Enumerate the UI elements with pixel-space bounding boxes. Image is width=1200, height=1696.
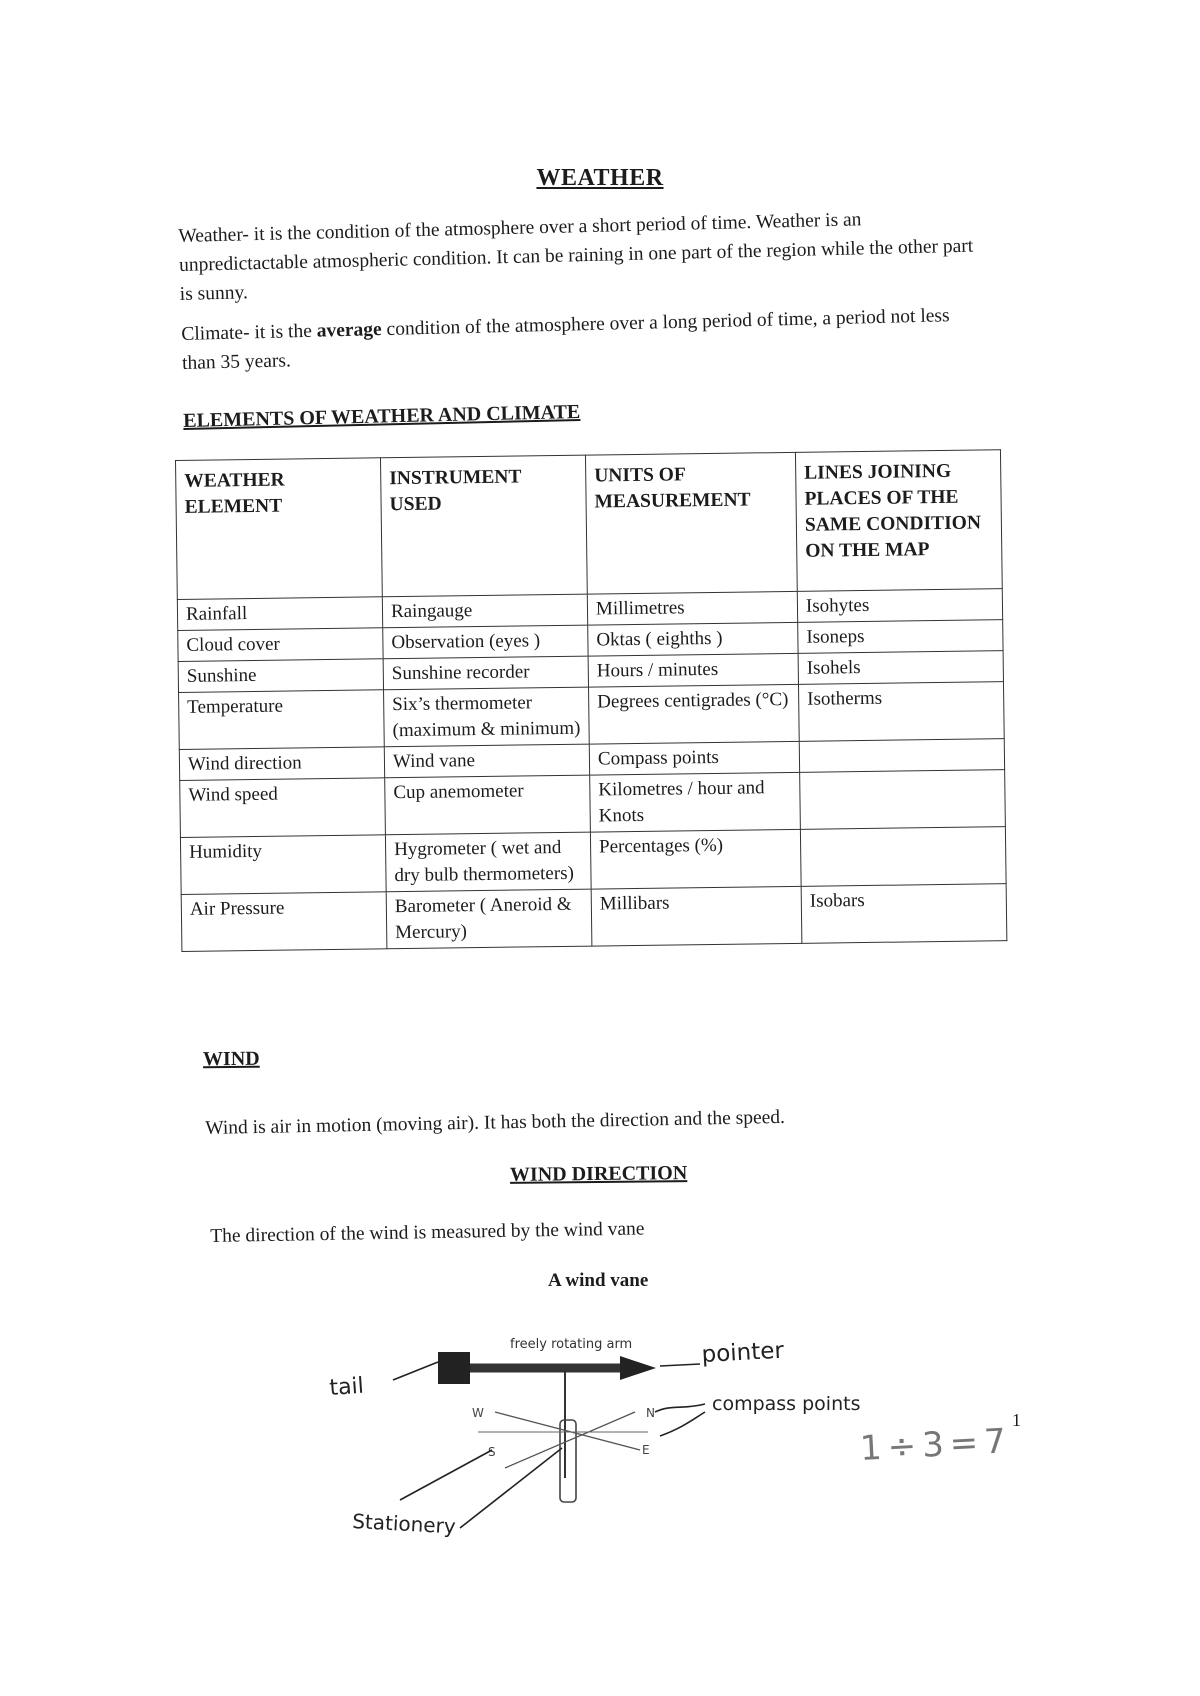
table-cell: Hygrometer ( wet and dry bulb thermometers) [385,832,591,892]
wind-heading: WIND [202,1047,260,1071]
table-cell: Sunshine [178,659,383,693]
climate-definition-start: Climate- it is the [181,320,317,345]
compass-e-label: E [642,1443,650,1457]
wind-definition: Wind is air in motion (moving air). It has both the direction and the speed. [205,1106,786,1139]
table-cell: Cloud cover [178,628,383,662]
wind-direction-heading: WIND DIRECTION [509,1162,688,1186]
stationery-leader [460,1448,562,1528]
column-header: WEATHER ELEMENT [176,458,383,600]
table-cell: Isohytes [797,589,1002,623]
table-cell: Observation (eyes ) [383,625,588,659]
table-cell: Oktas ( eighths ) [588,622,798,656]
table-cell: Millibars [591,886,802,946]
page-number: 1 [1012,1410,1021,1430]
stationery-label: Stationery [351,1509,457,1539]
table-cell: Temperature [179,690,385,750]
table-cell: Wind vane [384,744,589,778]
table-header-row [176,450,1003,600]
table-cell: Kilometres / hour and Knots [590,772,801,832]
tail-block [438,1352,470,1384]
tail-leader [393,1362,438,1380]
handwritten-scribble: 1÷3=7 [859,1421,1013,1469]
table-cell: Raingauge [382,594,587,628]
table-cell: Isoneps [798,620,1003,654]
compass-points-label-text: compass points [712,1393,861,1415]
column-header: INSTRUMENT USED [380,455,587,597]
elements-table-wrapper [175,449,1006,952]
compass-w-label: W [472,1406,484,1420]
arm-label: freely rotating arm [510,1337,633,1352]
climate-definition [181,301,962,378]
table-cell: Rainfall [177,597,382,631]
table-cell: Barometer ( Aneroid & Mercury) [386,889,592,949]
climate-definition-end: condition of the atmosphere over a long period of time, a period not less than 35 years. [181,305,950,374]
table-cell: Compass points [589,741,799,775]
table-cell: Cup anemometer [385,775,591,835]
pointer-label: pointer [700,1337,785,1368]
table-row [181,884,1007,952]
column-header: UNITS OF MEASUREMENT [585,452,797,594]
table-cell [800,827,1006,887]
compass-n-label: N [646,1406,655,1420]
diagram-caption: A wind vane [548,1270,649,1291]
wind-direction-text: The direction of the wind is measured by the wind vane [210,1218,645,1247]
compass-s-label: S [488,1445,496,1459]
stationery-leader [400,1450,492,1500]
table-cell: Degrees centigrades (°C) [589,684,800,744]
table-cell: Hours / minutes [588,653,798,687]
compass-points-label [712,1393,860,1415]
table-cell: Millimetres [587,591,797,625]
table-cell: Six’s thermometer (maximum & minimum) [384,687,590,747]
table-cell [799,739,1004,773]
table-cell: Humidity [180,835,386,895]
elements-heading: ELEMENTS OF WEATHER AND CLIMATE [183,400,581,432]
compass-leader [660,1412,705,1436]
table-cell: Percentages (%) [590,829,801,889]
table-cell: Wind direction [179,747,384,781]
pointer-leader [660,1364,700,1366]
table-cell: Isobars [801,884,1007,944]
weather-definition: Weather- it is the condition of the atmosphere over a short period of time. Weather is an unpredictactable atmospheric condition. It can be raining in one part of the region while the other part is sunny. [178,209,974,305]
tail-label: tail [328,1373,365,1401]
column-header: LINES JOINING PLACES OF THE SAME CONDITION ON THE MAP [795,450,1002,592]
compass-leader [655,1404,705,1412]
arrow-head [620,1356,656,1380]
compass-arm [495,1412,640,1450]
table-cell [800,770,1006,830]
page-title: WEATHER [536,165,664,191]
table-cell: Air Pressure [181,892,387,952]
table-cell: Isohels [798,651,1003,685]
table-cell: Wind speed [180,778,386,838]
table-cell: Isotherms [798,682,1004,742]
climate-definition-emphasis: average [316,319,382,342]
table-cell: Sunshine recorder [383,656,588,690]
elements-table [175,449,1007,952]
